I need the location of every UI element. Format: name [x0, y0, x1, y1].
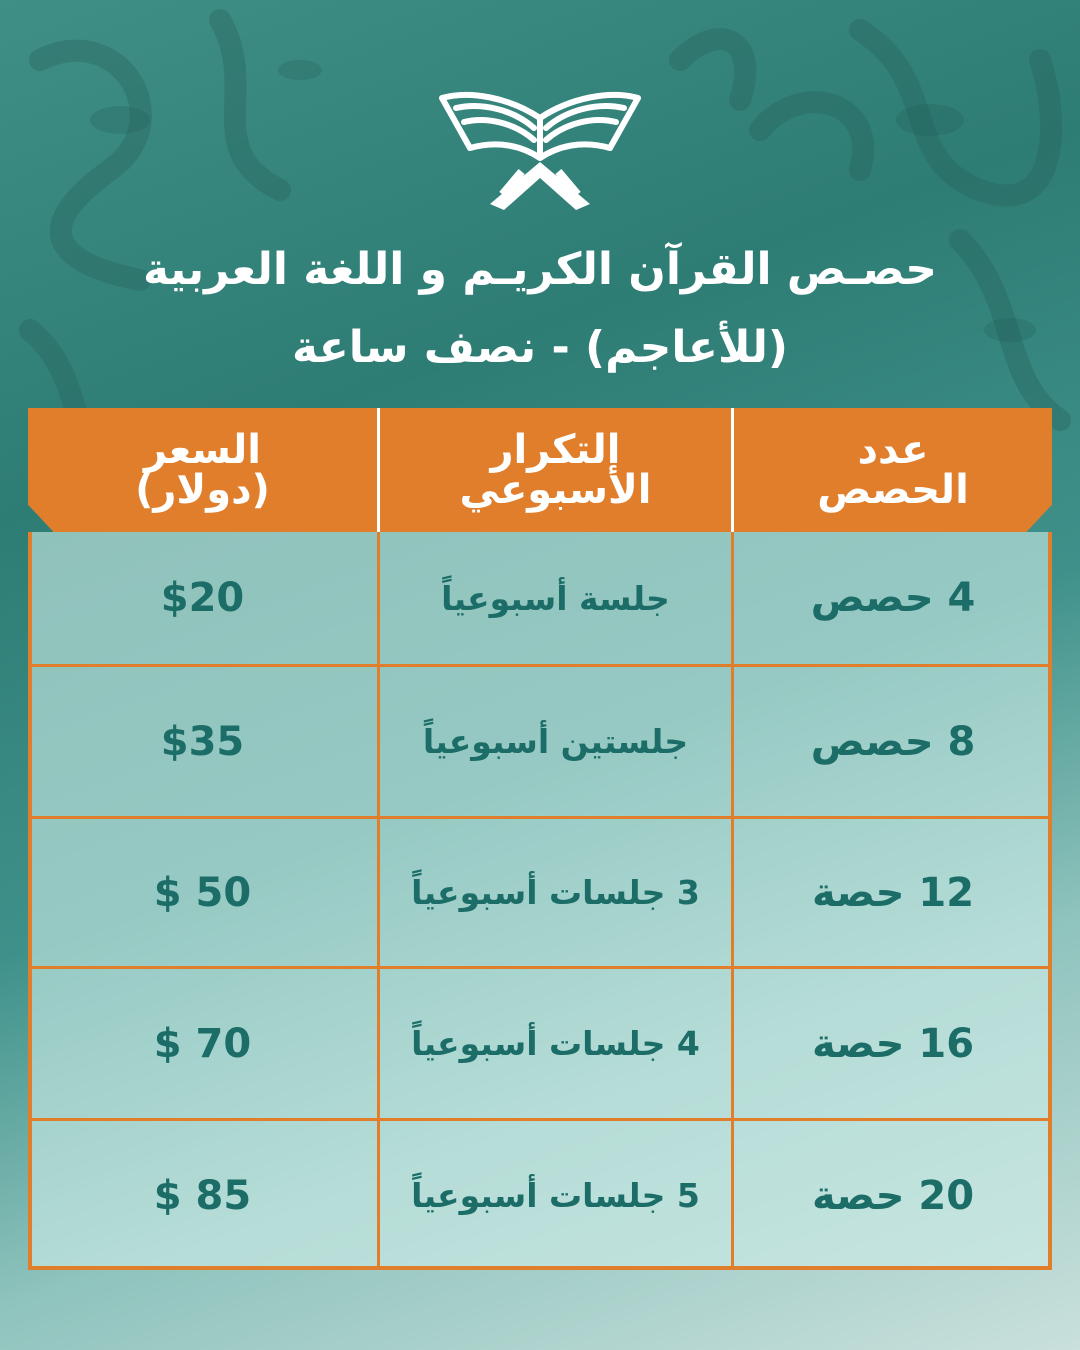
sessions-count-cell: 4 حصص [810, 575, 976, 621]
table-grid [28, 408, 1052, 1270]
frequency-cell: جلسة أسبوعياً [380, 532, 734, 664]
quran-book-icon [430, 78, 650, 218]
price-cell: $20 [28, 532, 380, 664]
header-weekly-frequency-line1: التكرار [490, 427, 621, 473]
page-title: حصـص القرآن الكريـم و اللغة العربية [142, 244, 938, 295]
frequency-cell: جلستين أسبوعياً [380, 664, 734, 816]
header-sessions-count-line1: عدد [857, 427, 929, 473]
header-sessions-count [734, 408, 1052, 532]
header-sessions-count-line2: الحصص [817, 467, 969, 513]
price-cell: $ 85 [28, 1118, 380, 1270]
sessions-count-cell: 16 حصة [734, 966, 1052, 1118]
price-cell: $ 70 [28, 966, 380, 1118]
header-price-line1: السعر [144, 427, 261, 473]
header-price-line2: (دولار) [135, 467, 270, 513]
frequency-cell: 5 جلسات أسبوعياً [380, 1118, 734, 1270]
sessions-count-cell: 8 حصص [734, 664, 1052, 816]
price-table [28, 408, 1052, 1270]
sessions-count-cell: 12 حصة [734, 816, 1052, 966]
header-price [28, 408, 380, 532]
page-subtitle: (للأعاجم) - نصف ساعة [292, 322, 788, 373]
frequency-cell: 4 جلسات أسبوعياً [380, 966, 734, 1118]
price-cell: $35 [28, 664, 380, 816]
header-weekly-frequency-line2: الأسبوعي [459, 467, 652, 513]
header-weekly-frequency [380, 408, 734, 532]
price-cell: $ 50 [28, 816, 380, 966]
frequency-cell: 3 جلسات أسبوعياً [380, 816, 734, 966]
sessions-count-cell: 20 حصة [734, 1118, 1052, 1270]
